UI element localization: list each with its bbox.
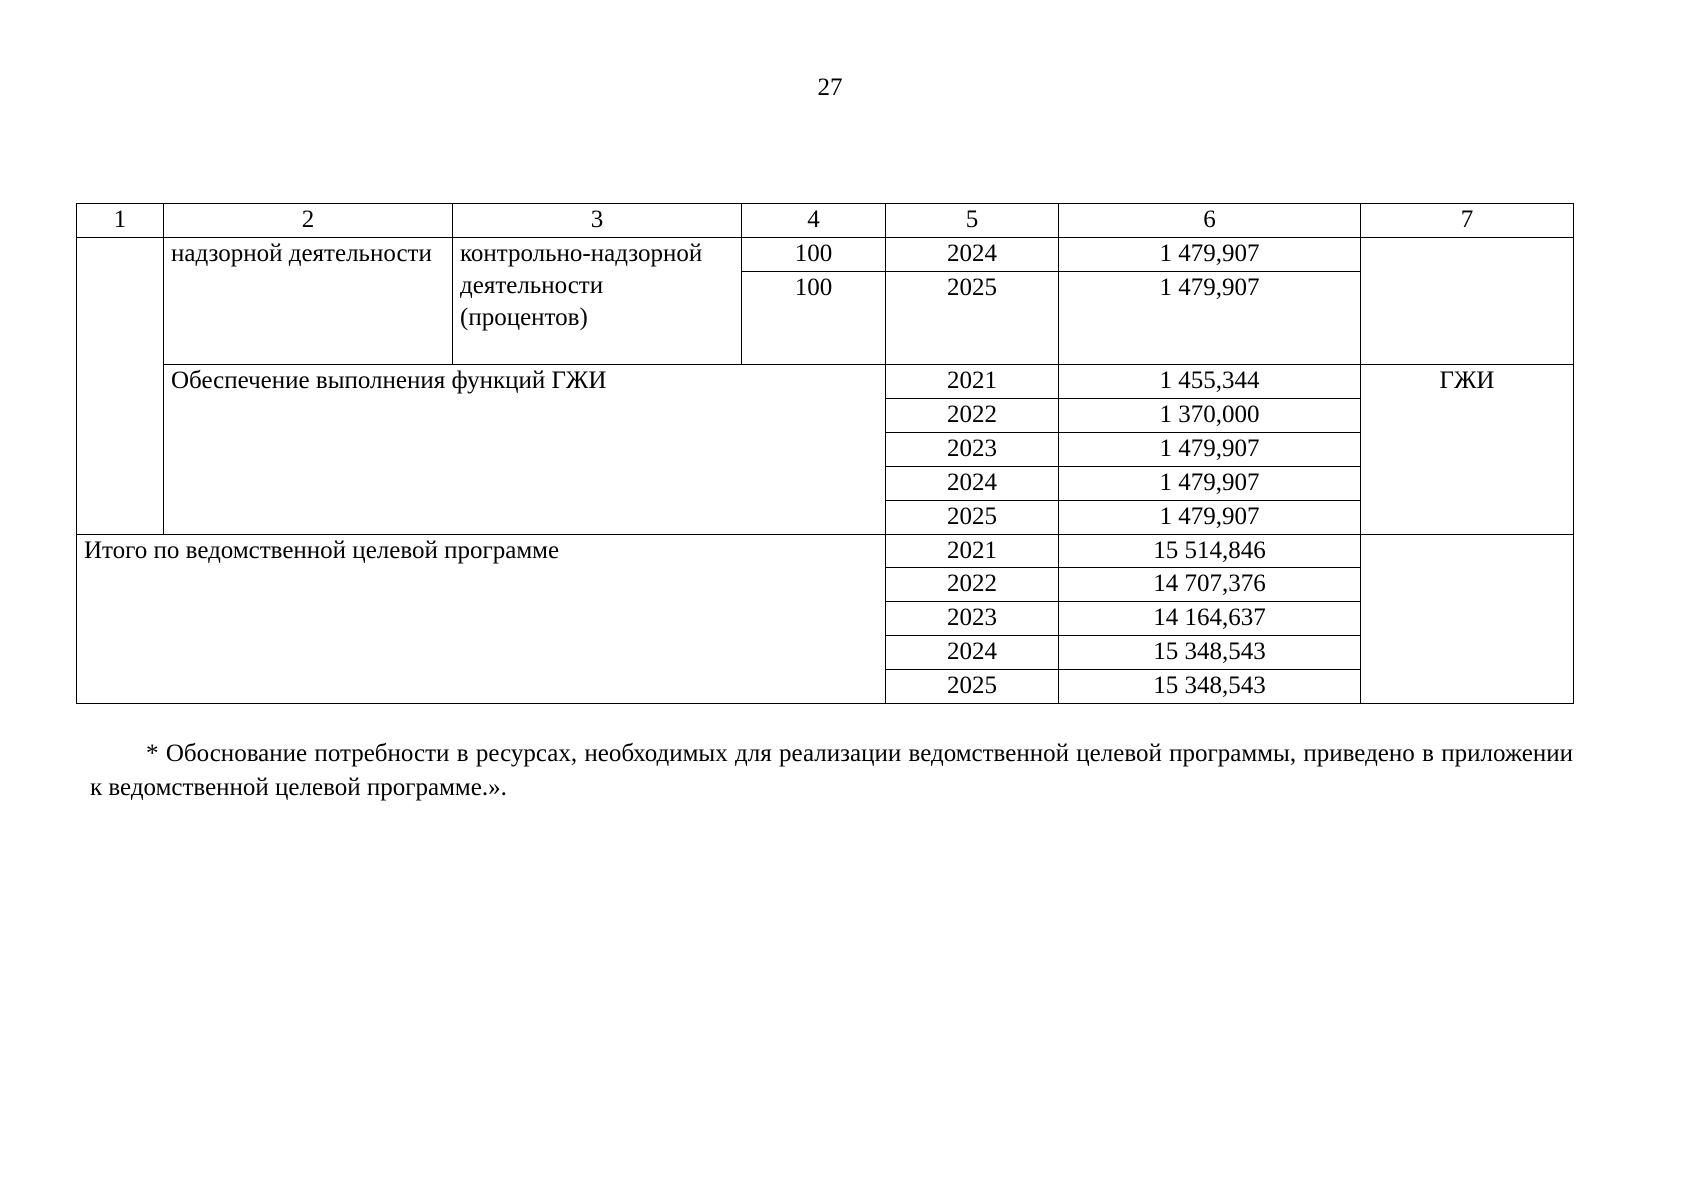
year-cell: 2024 — [886, 237, 1059, 271]
indicator-unit-cell: контрольно-надзорной деятельности (процентов) — [453, 237, 742, 364]
executor-cell — [1361, 534, 1574, 703]
budget-table — [76, 203, 1574, 704]
target-value-cell: 100 — [742, 237, 886, 271]
amount-cell: 1 479,907 — [1059, 466, 1361, 500]
year-cell: 2024 — [886, 466, 1059, 500]
table-row — [77, 237, 1574, 271]
footnote: * Обоснование потребности в ресурсах, необходимых для реализации ведомственной целевой программы, приведено в приложении к ведомственной целевой программе.». — [90, 740, 1573, 801]
amount-cell: 1 479,907 — [1059, 237, 1361, 271]
page-number: 27 — [817, 74, 843, 101]
amount-cell: 15 348,543 — [1059, 670, 1361, 704]
executor-cell: ГЖИ — [1361, 365, 1574, 534]
amount-cell: 1 479,907 — [1059, 500, 1361, 534]
amount-cell: 1 479,907 — [1059, 271, 1361, 364]
year-cell: 2021 — [886, 534, 1059, 568]
amount-cell: 14 707,376 — [1059, 568, 1361, 602]
year-cell: 2025 — [886, 271, 1059, 364]
year-cell: 2025 — [886, 500, 1059, 534]
amount-cell: 15 348,543 — [1059, 636, 1361, 670]
amount-cell: 14 164,637 — [1059, 602, 1361, 636]
header-col-5: 5 — [886, 204, 1059, 238]
header-col-6: 6 — [1059, 204, 1361, 238]
year-cell: 2023 — [886, 432, 1059, 466]
row-number-cell — [77, 237, 164, 534]
year-cell: 2025 — [886, 670, 1059, 704]
year-cell: 2021 — [886, 365, 1059, 399]
target-value-cell: 100 — [742, 271, 886, 364]
table-row — [77, 534, 1574, 568]
year-cell: 2023 — [886, 602, 1059, 636]
indicator-name-cell: надзорной деятельности — [164, 237, 453, 364]
amount-cell: 1 479,907 — [1059, 432, 1361, 466]
amount-cell: 1 370,000 — [1059, 399, 1361, 433]
amount-cell: 1 455,344 — [1059, 365, 1361, 399]
header-col-3: 3 — [453, 204, 742, 238]
year-cell: 2022 — [886, 568, 1059, 602]
year-cell: 2022 — [886, 399, 1059, 433]
header-col-2: 2 — [164, 204, 453, 238]
header-col-7: 7 — [1361, 204, 1574, 238]
header-col-4: 4 — [742, 204, 886, 238]
total-label-cell: Итого по ведомственной целевой программе — [77, 534, 886, 703]
table-row — [77, 365, 1574, 399]
year-cell: 2024 — [886, 636, 1059, 670]
executor-cell — [1361, 237, 1574, 364]
support-label-cell: Обеспечение выполнения функций ГЖИ — [164, 365, 886, 534]
table-header-row — [77, 204, 1574, 238]
amount-cell: 15 514,846 — [1059, 534, 1361, 568]
header-col-1: 1 — [77, 204, 164, 238]
